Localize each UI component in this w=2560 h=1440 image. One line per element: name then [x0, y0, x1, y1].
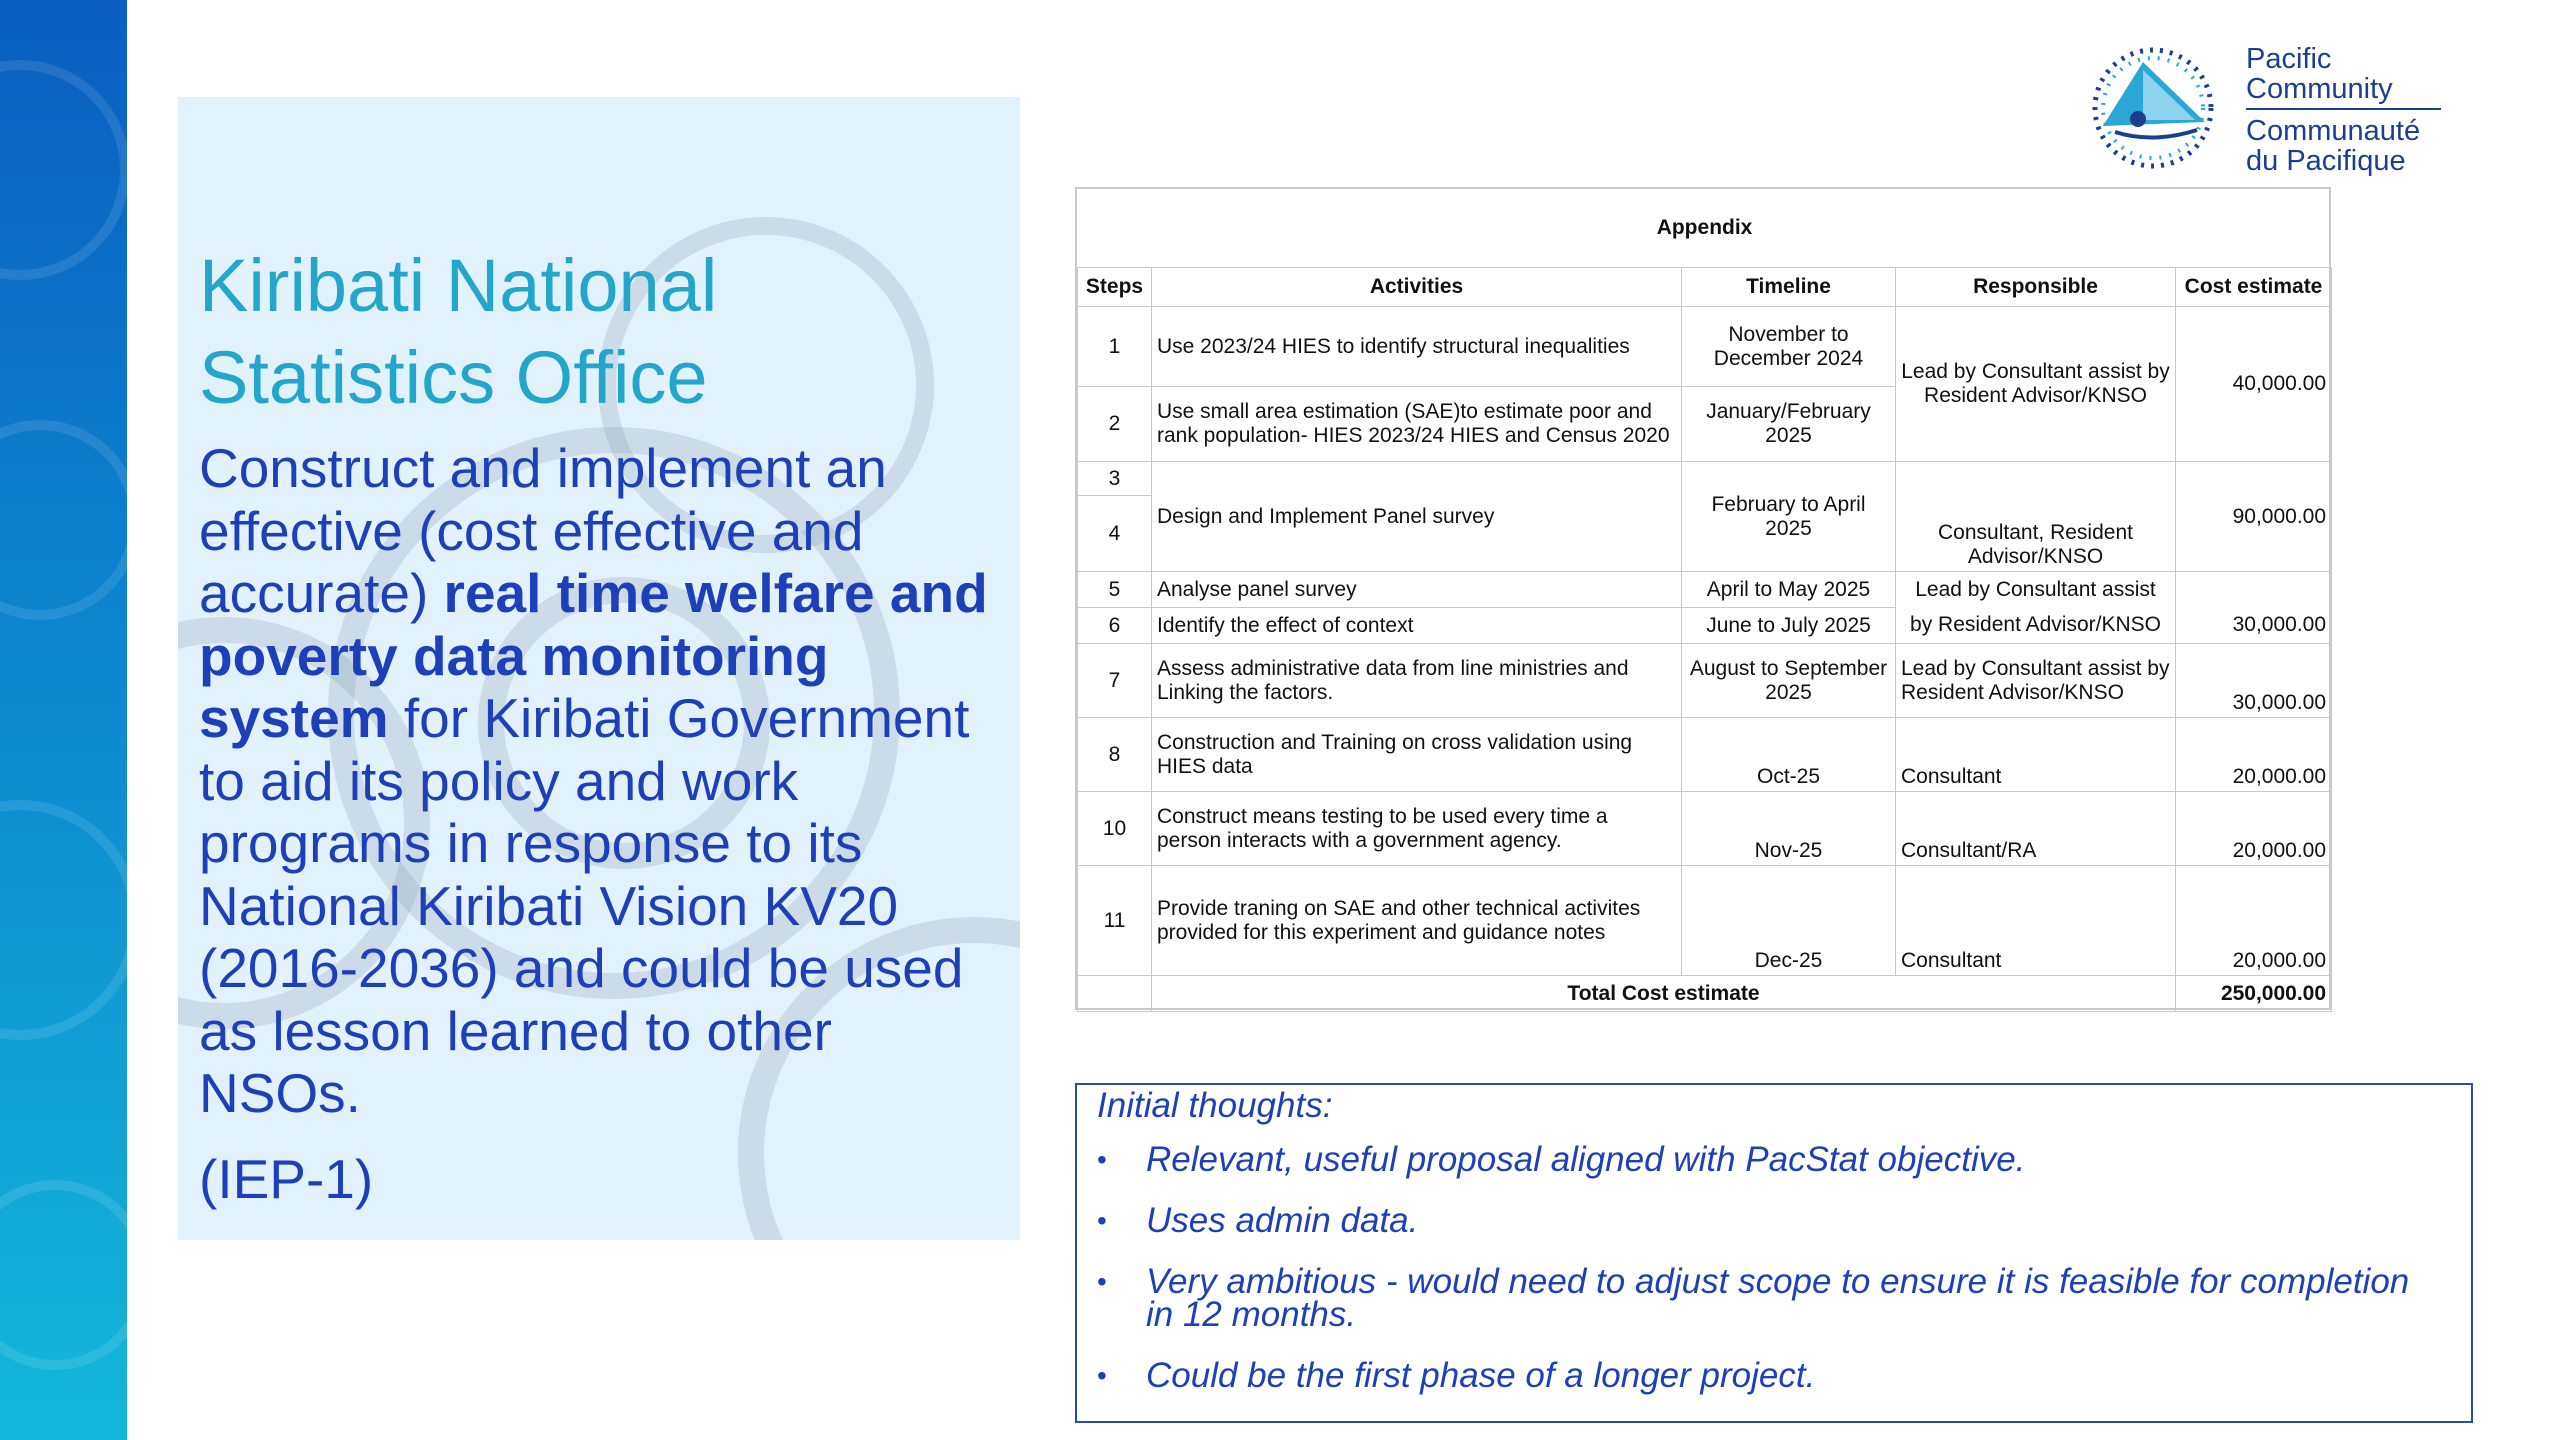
thoughts-heading: Initial thoughts:	[1097, 1086, 1333, 1125]
column-header: Responsible	[1896, 268, 2176, 307]
activity-cell: Design and Implement Panel survey	[1152, 462, 1682, 572]
thought-text: Relevant, useful proposal aligned with PacStat objective.	[1146, 1140, 2026, 1179]
activity-cell: Provide traning on SAE and other technical activites provided for this experiment and guidance notes	[1152, 866, 1682, 976]
timeline-cell: August to September 2025	[1682, 644, 1896, 718]
table-row	[1078, 718, 2332, 792]
bullet-icon: •	[1097, 1205, 1107, 1236]
initial-thoughts-box	[1075, 1083, 2473, 1423]
responsible-cell: by Resident Advisor/KNSO	[1896, 608, 2176, 644]
responsible-cell: Consultant, Resident Advisor/KNSO	[1896, 462, 2176, 572]
org-title: Kiribati National Statistics Office	[199, 244, 718, 419]
responsible-cell: Lead by Consultant assist by Resident Advisor/KNSO	[1896, 644, 2176, 718]
column-header: Cost estimate	[2176, 268, 2332, 307]
step-cell: 11	[1078, 866, 1152, 976]
description-part: for Kiribati Government to aid its policy and work programs in response to its National Kiribati Vision KV20 (2016-2036) and could be used as lesson learned to other NSOs.	[199, 687, 970, 1124]
thoughts-list	[1097, 1140, 2417, 1420]
step-cell: 7	[1078, 644, 1152, 718]
description-highlight: real time welfare and poverty data monitoring system	[199, 562, 988, 749]
activity-cell: Construction and Training on cross validation using HIES data	[1152, 718, 1682, 792]
cost-cell: 30,000.00	[2176, 644, 2332, 718]
total-value: 250,000.00	[2176, 976, 2332, 1012]
cost-cell: 90,000.00	[2176, 462, 2332, 572]
logo-line: Community	[2246, 73, 2393, 105]
title-panel	[178, 97, 1020, 1240]
thought-text: Very ambitious - would need to adjust scope to ensure it is feasible for completion in 12 months.	[1146, 1262, 2410, 1334]
table-row	[1078, 572, 2332, 608]
column-header: Timeline	[1682, 268, 1896, 307]
timeline-cell: February to April 2025	[1682, 462, 1896, 572]
caption-row	[1078, 189, 2332, 268]
bullet-icon: •	[1097, 1266, 1107, 1297]
timeline-cell: January/February 2025	[1682, 387, 1896, 462]
responsible-cell: Consultant/RA	[1896, 792, 2176, 866]
total-label: Total Cost estimate	[1152, 976, 2176, 1012]
logo-wordmark	[2246, 44, 2441, 176]
cost-cell: 40,000.00	[2176, 307, 2332, 462]
step-cell: 10	[1078, 792, 1152, 866]
responsible-cell: Lead by Consultant assist by Resident Advisor/KNSO	[1896, 307, 2176, 462]
bullet-icon: •	[1097, 1144, 1107, 1175]
timeline-cell: Dec-25	[1682, 866, 1896, 976]
list-item	[1097, 1356, 2417, 1395]
total-row	[1078, 976, 2332, 1012]
table-row	[1078, 866, 2332, 976]
logo-line: Pacific	[2246, 43, 2332, 75]
bullet-icon: •	[1097, 1360, 1107, 1391]
band-pattern	[0, 1180, 127, 1370]
timeline-cell: November to December 2024	[1682, 307, 1896, 387]
thought-text: Uses admin data.	[1146, 1201, 1419, 1240]
list-item	[1097, 1201, 2417, 1240]
responsible-cell: Consultant	[1896, 866, 2176, 976]
project-description	[199, 437, 999, 1125]
timeline-cell: Oct-25	[1682, 718, 1896, 792]
logo-line: du Pacifique	[2246, 145, 2406, 177]
table-row	[1078, 644, 2332, 718]
activity-cell: Use small area estimation (SAE)to estimate poor and rank population- HIES 2023/24 HIES and Census 2020	[1152, 387, 1682, 462]
activity-cell: Analyse panel survey	[1152, 572, 1682, 608]
table-row	[1078, 792, 2332, 866]
step-cell: 2	[1078, 387, 1152, 462]
timeline-cell: April to May 2025	[1682, 572, 1896, 608]
logo-line: Communauté	[2246, 115, 2421, 147]
activity-cell: Assess administrative data from line ministries and Linking the factors.	[1152, 644, 1682, 718]
step-cell: 3	[1078, 462, 1152, 496]
column-header: Steps	[1078, 268, 1152, 307]
list-item	[1097, 1262, 2417, 1334]
logo-divider	[2246, 108, 2441, 110]
project-code: (IEP-1)	[199, 1148, 374, 1210]
timeline-cell: Nov-25	[1682, 792, 1896, 866]
appendix-table	[1077, 189, 2332, 1012]
cost-cell: 30,000.00	[2176, 608, 2332, 644]
step-cell: 8	[1078, 718, 1152, 792]
step-cell: 5	[1078, 572, 1152, 608]
cost-cell: 20,000.00	[2176, 792, 2332, 866]
responsible-cell: Lead by Consultant assist	[1896, 572, 2176, 608]
cost-cell	[2176, 572, 2332, 608]
left-decorative-band	[0, 0, 127, 1440]
table-row	[1078, 307, 2332, 387]
step-cell	[1078, 976, 1152, 1012]
thought-text: Could be the first phase of a longer project.	[1146, 1356, 1816, 1395]
activity-cell: Use 2023/24 HIES to identify structural inequalities	[1152, 307, 1682, 387]
band-pattern	[0, 60, 127, 280]
step-cell: 6	[1078, 608, 1152, 644]
cost-cell: 20,000.00	[2176, 718, 2332, 792]
activity-cell: Identify the effect of context	[1152, 608, 1682, 644]
step-cell: 1	[1078, 307, 1152, 387]
description-part: Construct and implement an effective (cost effective and accurate)	[199, 437, 887, 624]
appendix-caption: Appendix	[1656, 216, 1753, 239]
band-pattern	[0, 800, 127, 1040]
cost-cell: 20,000.00	[2176, 866, 2332, 976]
timeline-cell: June to July 2025	[1682, 608, 1896, 644]
table-row	[1078, 462, 2332, 496]
activity-cell: Construct means testing to be used every time a person interacts with a government agency.	[1152, 792, 1682, 866]
step-cell: 4	[1078, 496, 1152, 572]
responsible-cell: Consultant	[1896, 718, 2176, 792]
column-header: Activities	[1152, 268, 1682, 307]
table-row	[1078, 608, 2332, 644]
appendix-table-image	[1075, 187, 2331, 1010]
band-pattern	[0, 420, 127, 620]
header-row	[1078, 268, 2332, 307]
list-item	[1097, 1140, 2417, 1179]
